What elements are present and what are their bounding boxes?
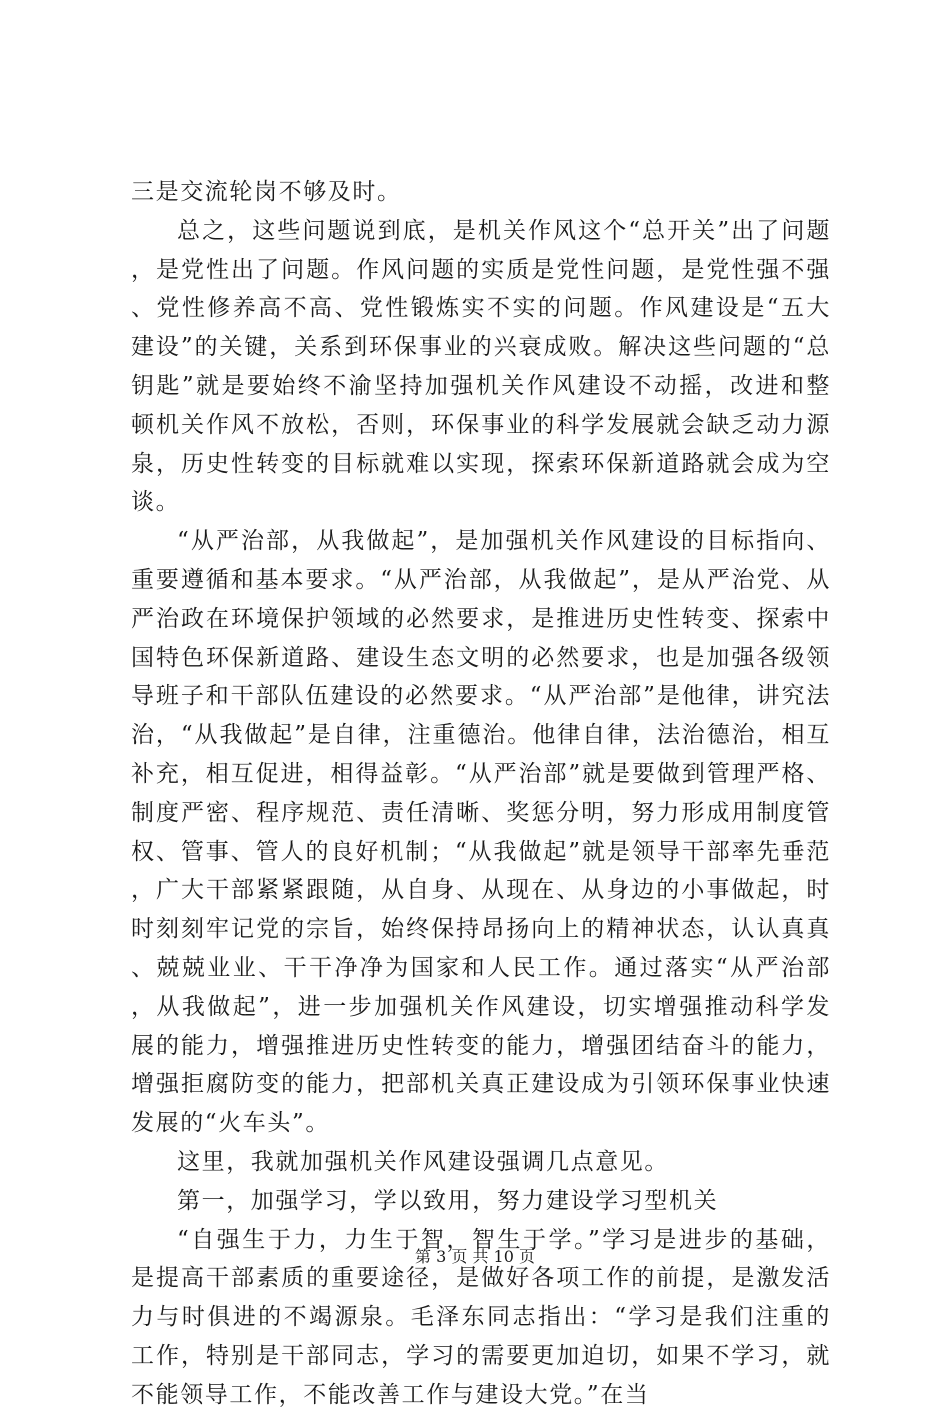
paragraph-5: “自强生于力，力生于智，智生于学。”学习是进步的基础，是提高干部素质的重要途径，是做好各项工作的前提，是激发活力与时俱进的不竭源泉。毛泽东同志指出：“学习是我们注重的工作，特别是干部同志，学习的需要更加迫切，如果不学习，就不能领导工作，不能改善工作与建设大党。”在当 [131,1226,831,1408]
paragraph-2: 总之，这些问题说到底，是机关作风这个“总开关”出了问题，是党性出了问题。作风问题的实质是党性问题，是党性强不强、党性修养高不高、党性锻炼实不实的问题。作风建设是“五大建设”的关键，关系到环保事业的兴衰成败。解决这些问题的“总钥匙”就是要始终不渝坚持加强机关作风建设不动摇，改进和整顿机关作风不放松，否则，环保事业的科学发展就会缺乏动力源泉，历史性转变的目标就难以实现，探索环保新道路就会成为空谈。 [131,217,831,516]
section-heading-1: 第一，加强学习，学以致用，努力建设学习型机关 [177,1187,719,1214]
document-body [131,173,831,1415]
paragraph-4: 这里，我就加强机关作风建设强调几点意见。 [177,1148,669,1175]
paragraph-1: 三是交流轮岗不够及时。 [131,179,402,205]
paragraph-3: “从严治部，从我做起”，是加强机关作风建设的目标指向、重要遵循和基本要求。“从严治部，从我做起”，是从严治党、从严治政在环境保护领域的必然要求，是推进历史性转变、探索中国特色环保新道路、建设生态文明的必然要求，也是加强各级领导班子和干部队伍建设的必然要求。“从严治部”是他律，讲究法治，“从我做起”是自律，注重德治。他律自律，法治德治，相互补充，相互促进，相得益彰。“从严治部”就是要做到管理严格、制度严密、程序规范、责任清晰、奖惩分明，努力形成用制度管权、管事、管人的良好机制；“从我做起”就是领导干部率先垂范，广大干部紧紧跟随，从自身、从现在、从身边的小事做起，时时刻刻牢记党的宗旨，始终保持昂扬向上的精神状态，认认真真、兢兢业业、干干净净为国家和人民工作。通过落实“从严治部，从我做起”，进一步加强机关作风建设，切实增强推动科学发展的能力，增强推进历史性转变的能力，增强团结奋斗的能力，增强拒腐防变的能力，把部机关真正建设成为引领环保事业快速发展的“火车头”。 [131,528,831,1137]
page-footer: 第 3 页 共 10 页 [415,1247,535,1266]
